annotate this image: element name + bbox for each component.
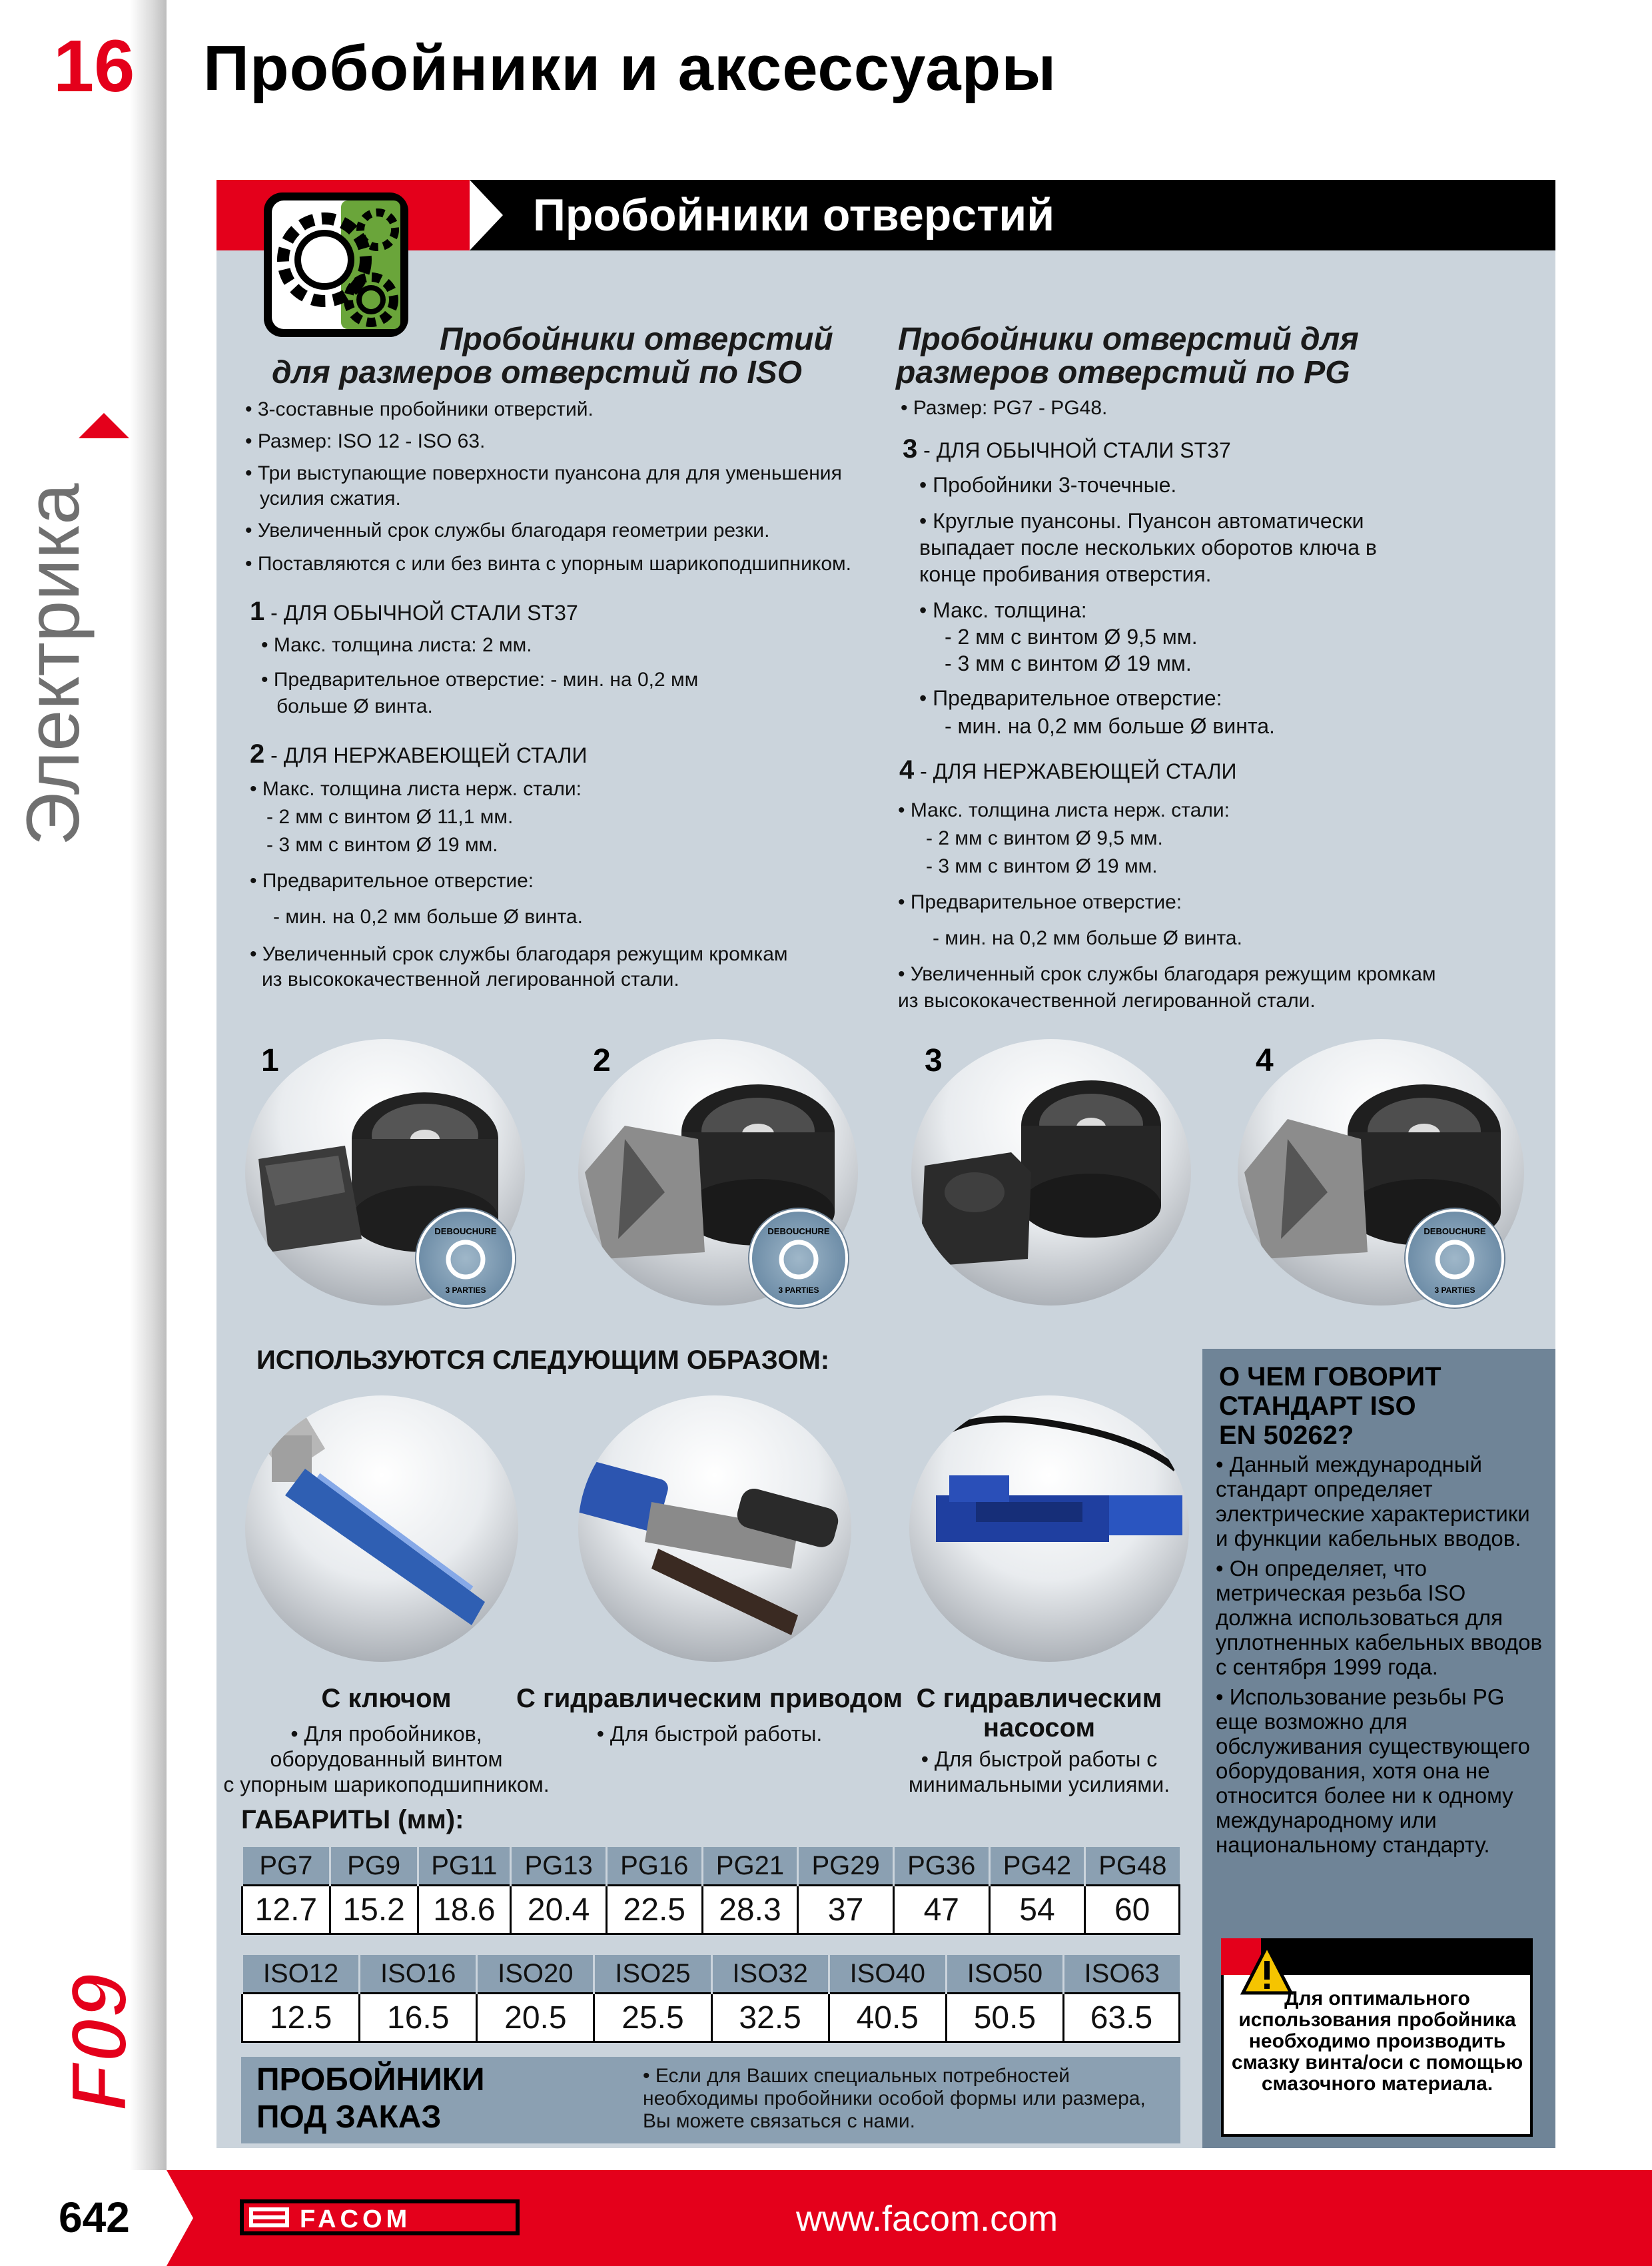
type1-line-2: • Предварительное отверстие: - мин. на 0,2 мм: [261, 669, 699, 691]
dimensions-title: ГАБАРИТЫ (мм):: [241, 1805, 464, 1834]
hydraulic-pump-image: [909, 1395, 1189, 1662]
type4-line-2: - 2 мм с винтом Ø 9,5 мм.: [926, 827, 1163, 849]
type3-line-6: - 2 мм с винтом Ø 9,5 мм.: [945, 625, 1198, 649]
product-2-number: 2: [593, 1043, 611, 1078]
pg-header-cell: PG9: [330, 1847, 418, 1886]
type1-heading: [250, 598, 578, 626]
usage-1-desc-3: с упорным шарикоподшипником.: [223, 1772, 550, 1796]
product-3-number: 3: [925, 1043, 943, 1078]
iso-info-paragraph-3: • Использование резьбы PG еще возможно для обслуживания существующего оборудования, хотя она не относится более ни к одному международному или национальному стандарту.: [1216, 1685, 1530, 1857]
pg-size-line: • Размер: PG7 - PG48.: [901, 397, 1108, 419]
pg-value-cell: 18.6: [418, 1886, 511, 1934]
type3-line-7: - 3 мм с винтом Ø 19 мм.: [945, 651, 1192, 675]
iso-header-cell: ISO16: [360, 1955, 477, 1994]
type2-line-1: • Макс. толщина листа нерж. стали:: [250, 778, 582, 800]
usage-3-desc-1: • Для быстрой работы с: [921, 1747, 1158, 1771]
type4-title: - ДЛЯ НЕРЖАВЕЮЩЕЙ СТАЛИ: [914, 759, 1237, 783]
iso-info-title-2: СТАНДАРТ ISO: [1219, 1391, 1416, 1421]
iso-dimensions-table: [241, 1955, 1180, 2043]
type2-line-2: - 2 мм с винтом Ø 11,1 мм.: [266, 806, 514, 828]
facom-logo-text: FACOM: [300, 2205, 412, 2233]
pg-header-cell: PG11: [418, 1847, 511, 1886]
product-4-badge-top: DEBOUCHURE: [1424, 1226, 1486, 1236]
usage-2-desc-1: • Для быстрой работы.: [596, 1722, 823, 1746]
section-title: Пробойники отверстий: [533, 190, 1055, 240]
iso-info-paragraph-2: • Он определяет, что метрическая резьба ISO должна использоваться для уплотненных кабельных вводов с сентября 1999 года.: [1216, 1556, 1542, 1679]
type3-line-8: • Предварительное отверстие:: [919, 686, 1222, 710]
pg-value-cell: 22.5: [606, 1886, 702, 1934]
product-2-badge-icon: [749, 1209, 848, 1308]
pg-value-cell: 20.4: [511, 1886, 607, 1934]
brand-code-text: F09: [55, 1974, 144, 2111]
type2-line-6: • Увеличенный срок службы благодаря режущим кромкам: [250, 943, 788, 965]
page-number: 642: [59, 2193, 130, 2241]
type1-line-1: • Макс. толщина листа: 2 мм.: [261, 634, 532, 656]
type4-line-6: • Увеличенный срок службы благодаря режущим кромкам: [898, 963, 1436, 985]
iso-header-cell: ISO50: [946, 1955, 1063, 1994]
usage-title: ИСПОЛЬЗУЮТСЯ СЛЕДУЮЩИМ ОБРАЗОМ:: [256, 1345, 830, 1375]
brand-code-logo: [53, 1912, 153, 2131]
type2-line-7: из высококачественной легированной стали.: [262, 968, 679, 990]
pg-value-cell: 15.2: [330, 1886, 418, 1934]
type3-line-1: • Пробойники 3-точечные.: [919, 473, 1177, 497]
usage-1-desc-2: оборудованный винтом: [270, 1747, 503, 1771]
pg-header-cell: PG42: [989, 1847, 1085, 1886]
type2-line-4: • Предварительное отверстие:: [250, 870, 534, 892]
type3-line-3: выпадает после нескольких оборотов ключа в: [919, 536, 1377, 560]
custom-order-text: • Если для Ваших специальных потребностей необходимы пробойники особой формы или размера, Вы можете связаться с нами.: [643, 2065, 1146, 2132]
pg-header-cell: PG16: [606, 1847, 702, 1886]
iso-header-cell: ISO12: [242, 1955, 360, 1994]
pg-heading-line1: Пробойники отверстий для: [898, 322, 1359, 357]
iso-header-cell: ISO20: [477, 1955, 594, 1994]
usage-2-caption: С гидравлическим приводом: [516, 1684, 903, 1713]
page-title: Пробойники и аксессуары: [203, 33, 1057, 104]
iso-bullet-3: • Три выступающие поверхности пуансона для для уменьшения: [245, 462, 842, 484]
type3-line-2: • Круглые пуансоны. Пуансон автоматически: [919, 509, 1364, 533]
iso-bullet-2: • Размер: ISO 12 - ISO 63.: [245, 430, 486, 452]
iso-info-text: [1216, 1452, 1542, 1857]
type3-number: 3: [903, 434, 918, 464]
type4-line-7: из высококачественной легированной стали.: [898, 990, 1316, 1012]
iso-bullet-3b: усилия сжатия.: [260, 488, 401, 510]
pg-value-cell: 37: [798, 1886, 894, 1934]
warning-text: Для оптимального использования пробойника необходимо производить смазку винта/оси с помощью смазочного материала.: [1231, 1988, 1523, 2095]
iso-value-cell: 25.5: [594, 1994, 711, 2042]
pg-dimensions-table: [241, 1847, 1180, 1935]
type4-heading: [899, 757, 1237, 785]
iso-value-cell: 20.5: [477, 1994, 594, 2042]
pg-value-row: [242, 1886, 1180, 1934]
product-4-badge-icon: [1406, 1209, 1504, 1308]
iso-value-cell: 12.5: [242, 1994, 360, 2042]
iso-value-cell: 40.5: [829, 1994, 946, 2042]
product-1-badge-top: DEBOUCHURE: [434, 1226, 497, 1236]
type2-heading: [250, 741, 588, 769]
pg-header-cell: PG7: [242, 1847, 330, 1886]
iso-bullet-5: • Поставляются с или без винта с упорным шарикоподшипником.: [245, 553, 851, 575]
pg-value-cell: 12.7: [242, 1886, 330, 1934]
pg-header-cell: PG36: [893, 1847, 989, 1886]
type3-heading: [903, 436, 1231, 464]
product-2-badge-top: DEBOUCHURE: [767, 1226, 830, 1236]
type4-line-5: - мин. на 0,2 мм больше Ø винта.: [933, 927, 1242, 949]
product-1-badge-icon: [416, 1209, 515, 1308]
iso-bullet-4: • Увеличенный срок службы благодаря геометрии резки.: [245, 520, 770, 542]
iso-info-paragraph-1: • Данный международный стандарт определяет электрические характеристики и функции кабельных вводов.: [1216, 1452, 1530, 1551]
type2-line-3: - 3 мм с винтом Ø 19 мм.: [266, 834, 498, 856]
type2-number: 2: [250, 739, 265, 769]
type1-title: - ДЛЯ ОБЫЧНОЙ СТАЛИ ST37: [264, 601, 578, 625]
type3-line-5: • Макс. толщина:: [919, 598, 1087, 622]
iso-info-title-3: EN 50262?: [1219, 1421, 1354, 1450]
usage-3-caption-1: С гидравлическим: [916, 1684, 1162, 1713]
iso-value-cell: 50.5: [946, 1994, 1063, 2042]
usage-1-caption: С ключом: [321, 1684, 452, 1713]
product-1-number: 1: [261, 1043, 279, 1078]
iso-header-cell: ISO40: [829, 1955, 946, 1994]
iso-value-cell: 63.5: [1063, 1994, 1179, 2042]
facom-logo: [240, 2197, 526, 2237]
gear-category-icon: [261, 190, 411, 340]
pg-header-cell: PG21: [702, 1847, 798, 1886]
pg-value-cell: 28.3: [702, 1886, 798, 1934]
footer-chevron: [167, 2170, 193, 2266]
pg-value-cell: 54: [989, 1886, 1085, 1934]
header-chevron-black: [503, 180, 536, 250]
iso-header-row: [242, 1955, 1180, 1994]
iso-heading-line1: Пробойники отверстий: [440, 322, 833, 357]
iso-header-cell: ISO32: [711, 1955, 829, 1994]
type4-line-3: - 3 мм с винтом Ø 19 мм.: [926, 855, 1158, 877]
type1-number: 1: [250, 597, 265, 626]
type2-line-5: - мин. на 0,2 мм больше Ø винта.: [273, 906, 583, 928]
iso-bullet-1: • 3-составные пробойники отверстий.: [245, 398, 594, 420]
header-chevron-white: [470, 180, 503, 250]
product-4-badge-bottom: 3 PARTIES: [1434, 1286, 1475, 1295]
iso-value-row: [242, 1994, 1180, 2042]
type1-line-3: больше Ø винта.: [276, 695, 433, 717]
usage-3-caption-2: насосом: [983, 1713, 1096, 1742]
type4-line-4: • Предварительное отверстие:: [898, 891, 1182, 913]
iso-heading-line2: для размеров отверстий по ISO: [272, 355, 803, 390]
pg-value-cell: 60: [1085, 1886, 1180, 1934]
type4-line-1: • Макс. толщина листа нерж. стали:: [898, 799, 1230, 821]
chapter-number: 16: [53, 25, 135, 107]
iso-value-cell: 32.5: [711, 1994, 829, 2042]
pg-heading-line2: размеров отверстий по PG: [896, 355, 1350, 390]
type3-line-4: конце пробивания отверстия.: [919, 562, 1212, 586]
wrench-image: [245, 1395, 518, 1662]
pg-header-cell: PG29: [798, 1847, 894, 1886]
footer-url[interactable]: www.facom.com: [796, 2199, 1058, 2239]
pg-header-cell: PG48: [1085, 1847, 1180, 1886]
custom-order-title-2: ПОД ЗАКАЗ: [256, 2099, 442, 2135]
usage-1-desc-1: • Для пробойников,: [290, 1722, 482, 1746]
hydraulic-drive-image: [578, 1395, 851, 1662]
type2-title: - ДЛЯ НЕРЖАВЕЮЩЕЙ СТАЛИ: [264, 743, 588, 767]
product-3-image: [911, 1039, 1191, 1306]
custom-order-title-1: ПРОБОЙНИКИ: [256, 2062, 485, 2097]
iso-header-cell: ISO25: [594, 1955, 711, 1994]
iso-value-cell: 16.5: [360, 1994, 477, 2042]
custom-order-title: [256, 2062, 485, 2136]
iso-info-title-1: О ЧЕМ ГОВОРИТ: [1219, 1362, 1442, 1391]
pg-value-cell: 47: [893, 1886, 989, 1934]
pg-header-cell: PG13: [511, 1847, 607, 1886]
type3-line-9: - мин. на 0,2 мм больше Ø винта.: [945, 714, 1275, 738]
product-2-badge-bottom: 3 PARTIES: [778, 1286, 819, 1295]
pg-header-row: [242, 1847, 1180, 1886]
side-section-label: Электрика: [11, 483, 95, 846]
usage-3-desc-2: минимальными усилиями.: [908, 1772, 1170, 1796]
iso-info-title: [1219, 1362, 1539, 1450]
product-1-badge-bottom: 3 PARTIES: [445, 1286, 486, 1295]
product-4-number: 4: [1256, 1043, 1274, 1078]
type3-title: - ДЛЯ ОБЫЧНОЙ СТАЛИ ST37: [917, 438, 1231, 462]
iso-header-cell: ISO63: [1063, 1955, 1179, 1994]
type4-number: 4: [899, 755, 915, 785]
